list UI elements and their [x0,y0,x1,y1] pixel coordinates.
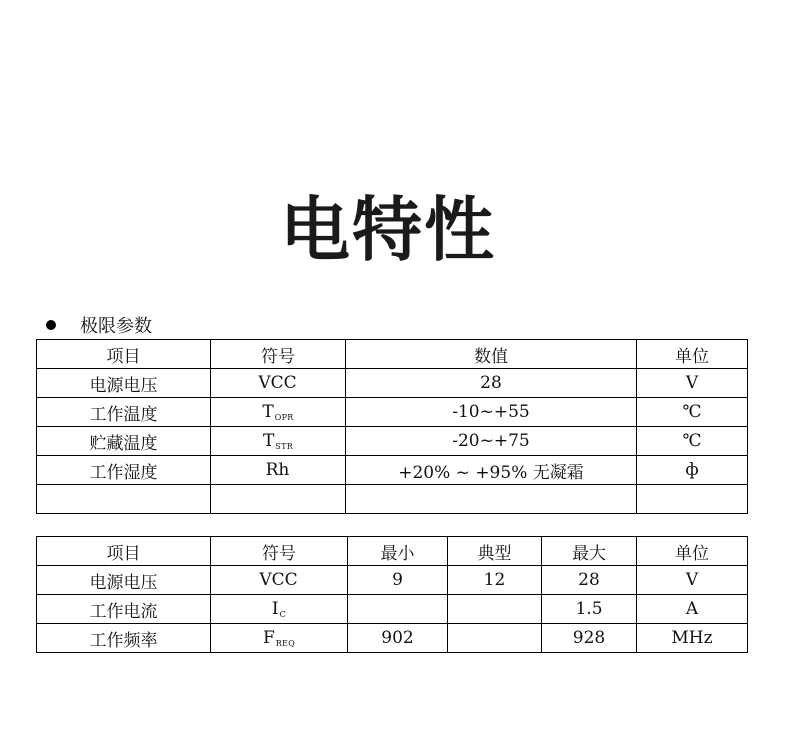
min-cell [348,595,448,624]
table-row [37,485,748,514]
symbol-main: VCC [258,373,297,393]
table-row [37,624,748,653]
unit-cell: ℃ [637,427,748,456]
symbol-subscript: STR [275,442,294,451]
symbol-cell [211,566,348,595]
symbol-main: F [262,628,275,648]
symbol-subscript: OPR [274,413,294,422]
table-row [37,427,748,456]
typ-cell: 12 [448,566,542,595]
unit-cell: V [637,369,748,398]
value-cell [346,485,637,514]
page-title: 电特性 [280,189,496,271]
symbol-subscript: REQ [275,639,296,648]
table-row [37,595,748,624]
unit-cell [637,485,748,514]
section-heading-limits [46,313,152,337]
header-cell: 典型 [448,537,542,566]
symbol-cell [211,456,346,485]
header-cell: 项目 [37,537,211,566]
unit-cell: ф [637,456,748,485]
symbol-subscript: C [279,610,287,619]
bullet-icon [46,320,56,330]
header-cell: 项目 [37,340,211,369]
table-row [37,456,748,485]
min-cell: 902 [348,624,448,653]
symbol-cell [211,427,346,456]
symbol-main: T [262,402,274,422]
symbol-main: Rh [265,460,290,480]
header-cell: 单位 [637,537,748,566]
table-header-row [37,537,748,566]
symbol-main: VCC [259,570,298,590]
item-cell: 工作湿度 [37,456,211,485]
typ-cell [448,624,542,653]
limits-table [36,339,748,514]
item-cell: 电源电压 [37,369,211,398]
max-cell: 1.5 [542,595,637,624]
typ-cell [448,595,542,624]
table-header-row [37,340,748,369]
header-cell: 符号 [211,340,346,369]
value-cell: -10~+55 [346,398,637,427]
item-cell: 贮藏温度 [37,427,211,456]
header-cell: 最小 [348,537,448,566]
header-cell: 符号 [211,537,348,566]
max-cell: 928 [542,624,637,653]
value-cell: -20~+75 [346,427,637,456]
unit-cell: MHz [637,624,748,653]
header-cell: 最大 [542,537,637,566]
symbol-main: I [271,599,279,619]
item-cell: 工作电流 [37,595,211,624]
table-row [37,566,748,595]
section-heading-label: 极限参数 [80,316,152,337]
item-cell: 电源电压 [37,566,211,595]
max-cell: 28 [542,566,637,595]
header-cell: 数值 [346,340,637,369]
symbol-cell [211,369,346,398]
unit-cell: V [637,566,748,595]
symbol-cell [211,624,348,653]
symbol-main: T [262,431,275,451]
symbol-cell [211,485,346,514]
specs-table [36,536,748,653]
min-cell: 9 [348,566,448,595]
value-cell: 28 [346,369,637,398]
table-row [37,369,748,398]
header-cell: 单位 [637,340,748,369]
symbol-cell [211,398,346,427]
table-row [37,398,748,427]
item-cell [37,485,211,514]
item-cell: 工作频率 [37,624,211,653]
symbol-cell [211,595,348,624]
item-cell: 工作温度 [37,398,211,427]
unit-cell: ℃ [637,398,748,427]
value-cell: +20% ~ +95% 无凝霜 [346,456,637,485]
unit-cell: A [637,595,748,624]
